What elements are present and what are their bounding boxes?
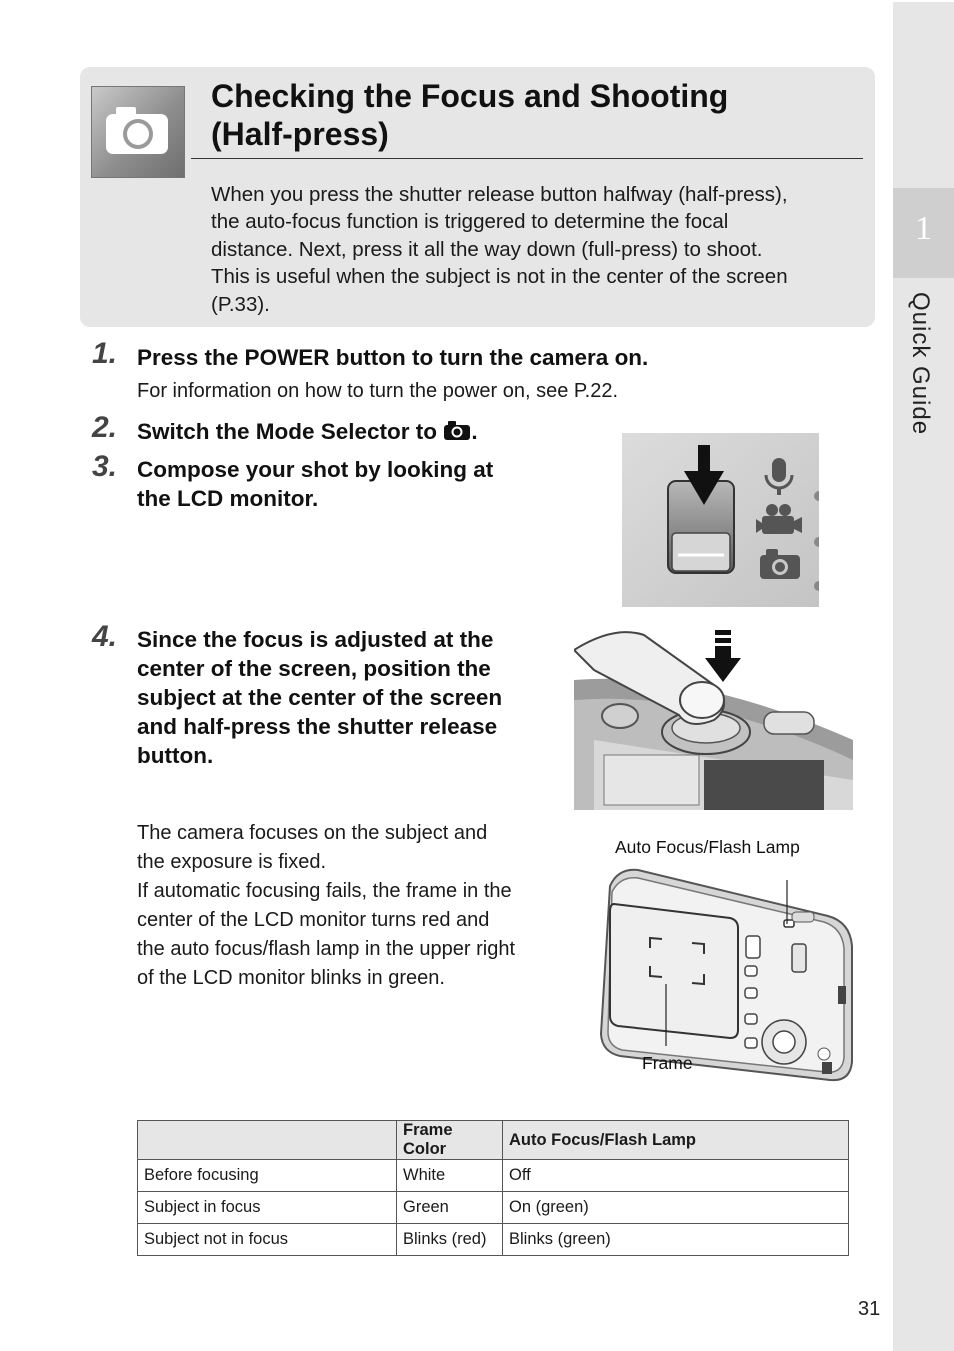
frame-caption: Frame (642, 1053, 693, 1073)
step-1-subtext: For information on how to turn the power on, see P.22. (137, 380, 619, 402)
table-cell: White (397, 1160, 503, 1192)
step-3-line: the LCD monitor. (137, 486, 319, 511)
desc-line: When you press the shutter release button halfway (half-press), (211, 183, 788, 206)
step-1-text: Press the POWER button to turn the camera on. (137, 345, 649, 370)
explanation-line: of the LCD monitor blinks in green. (137, 967, 445, 989)
step-4-line: Since the focus is adjusted at the (137, 627, 494, 652)
step-4-line: button. (137, 743, 214, 768)
step-1-number: 1. (92, 337, 118, 370)
focus-explanation (137, 819, 515, 993)
title-underline (191, 158, 863, 159)
step-4-line: and half-press the shutter release (137, 714, 498, 739)
table-row (138, 1192, 849, 1224)
table-cell: Blinks (green) (503, 1224, 849, 1256)
step-3-number: 3. (92, 450, 118, 483)
table-cell: Before focusing (138, 1160, 397, 1192)
table-cell: Subject not in focus (138, 1224, 397, 1256)
explanation-line: the auto focus/flash lamp in the upper right (137, 938, 516, 960)
desc-line: This is useful when the subject is not in the center of the screen (211, 265, 788, 289)
page-title-line-2: (Half-press) (211, 116, 389, 152)
half-press-illustration (574, 630, 853, 810)
focus-status-table (137, 1120, 849, 1256)
step-2-period: . (471, 419, 478, 444)
table-cell: On (green) (503, 1192, 849, 1224)
step-4-line: center of the screen, position the (137, 656, 491, 681)
step-2-label: Switch the Mode Selector to (137, 419, 438, 444)
table-header-cell (138, 1121, 397, 1160)
chapter-label: Quick Guide (907, 292, 934, 436)
section-description (211, 181, 861, 318)
page-title-line-1: Checking the Focus and Shooting (211, 78, 729, 114)
mode-selector-illustration (622, 433, 819, 607)
page-number: 31 (858, 1298, 881, 1320)
table-cell: Blinks (red) (397, 1224, 503, 1256)
table-header-cell: Auto Focus/Flash Lamp (503, 1121, 849, 1160)
explanation-line: center of the LCD monitor turns red and (137, 909, 490, 931)
desc-line: distance. Next, press it all the way down (full-press) to shoot. (211, 237, 763, 261)
af-lamp-caption: Auto Focus/Flash Lamp (615, 837, 800, 857)
camera-icon (443, 419, 471, 448)
table-row (138, 1224, 849, 1256)
step-4-text (137, 625, 502, 770)
step-4-line: subject at the center of the screen (137, 685, 503, 710)
table-cell: Subject in focus (138, 1192, 397, 1224)
step-2-number: 2. (92, 411, 118, 444)
desc-line: (P.33). (211, 292, 270, 316)
table-header-row (138, 1121, 849, 1160)
camera-icon (91, 86, 185, 178)
table-header-cell: Frame Color (397, 1121, 503, 1160)
explanation-line: The camera focuses on the subject and (137, 822, 488, 844)
explanation-line: the exposure is fixed. (137, 851, 326, 873)
desc-line: the auto-focus function is triggered to determine the focal (211, 210, 729, 234)
explanation-line: If automatic focusing fails, the frame in the (137, 880, 512, 902)
page-title (211, 77, 871, 153)
step-2-text (137, 417, 478, 448)
camera-back-illustration (598, 866, 854, 1084)
step-4-number: 4. (92, 620, 118, 653)
table-cell: Off (503, 1160, 849, 1192)
step-3-line: Compose your shot by looking at (137, 457, 494, 482)
table-cell: Green (397, 1192, 503, 1224)
chapter-number: 1 (915, 210, 932, 247)
step-3-text (137, 455, 493, 513)
table-row (138, 1160, 849, 1192)
